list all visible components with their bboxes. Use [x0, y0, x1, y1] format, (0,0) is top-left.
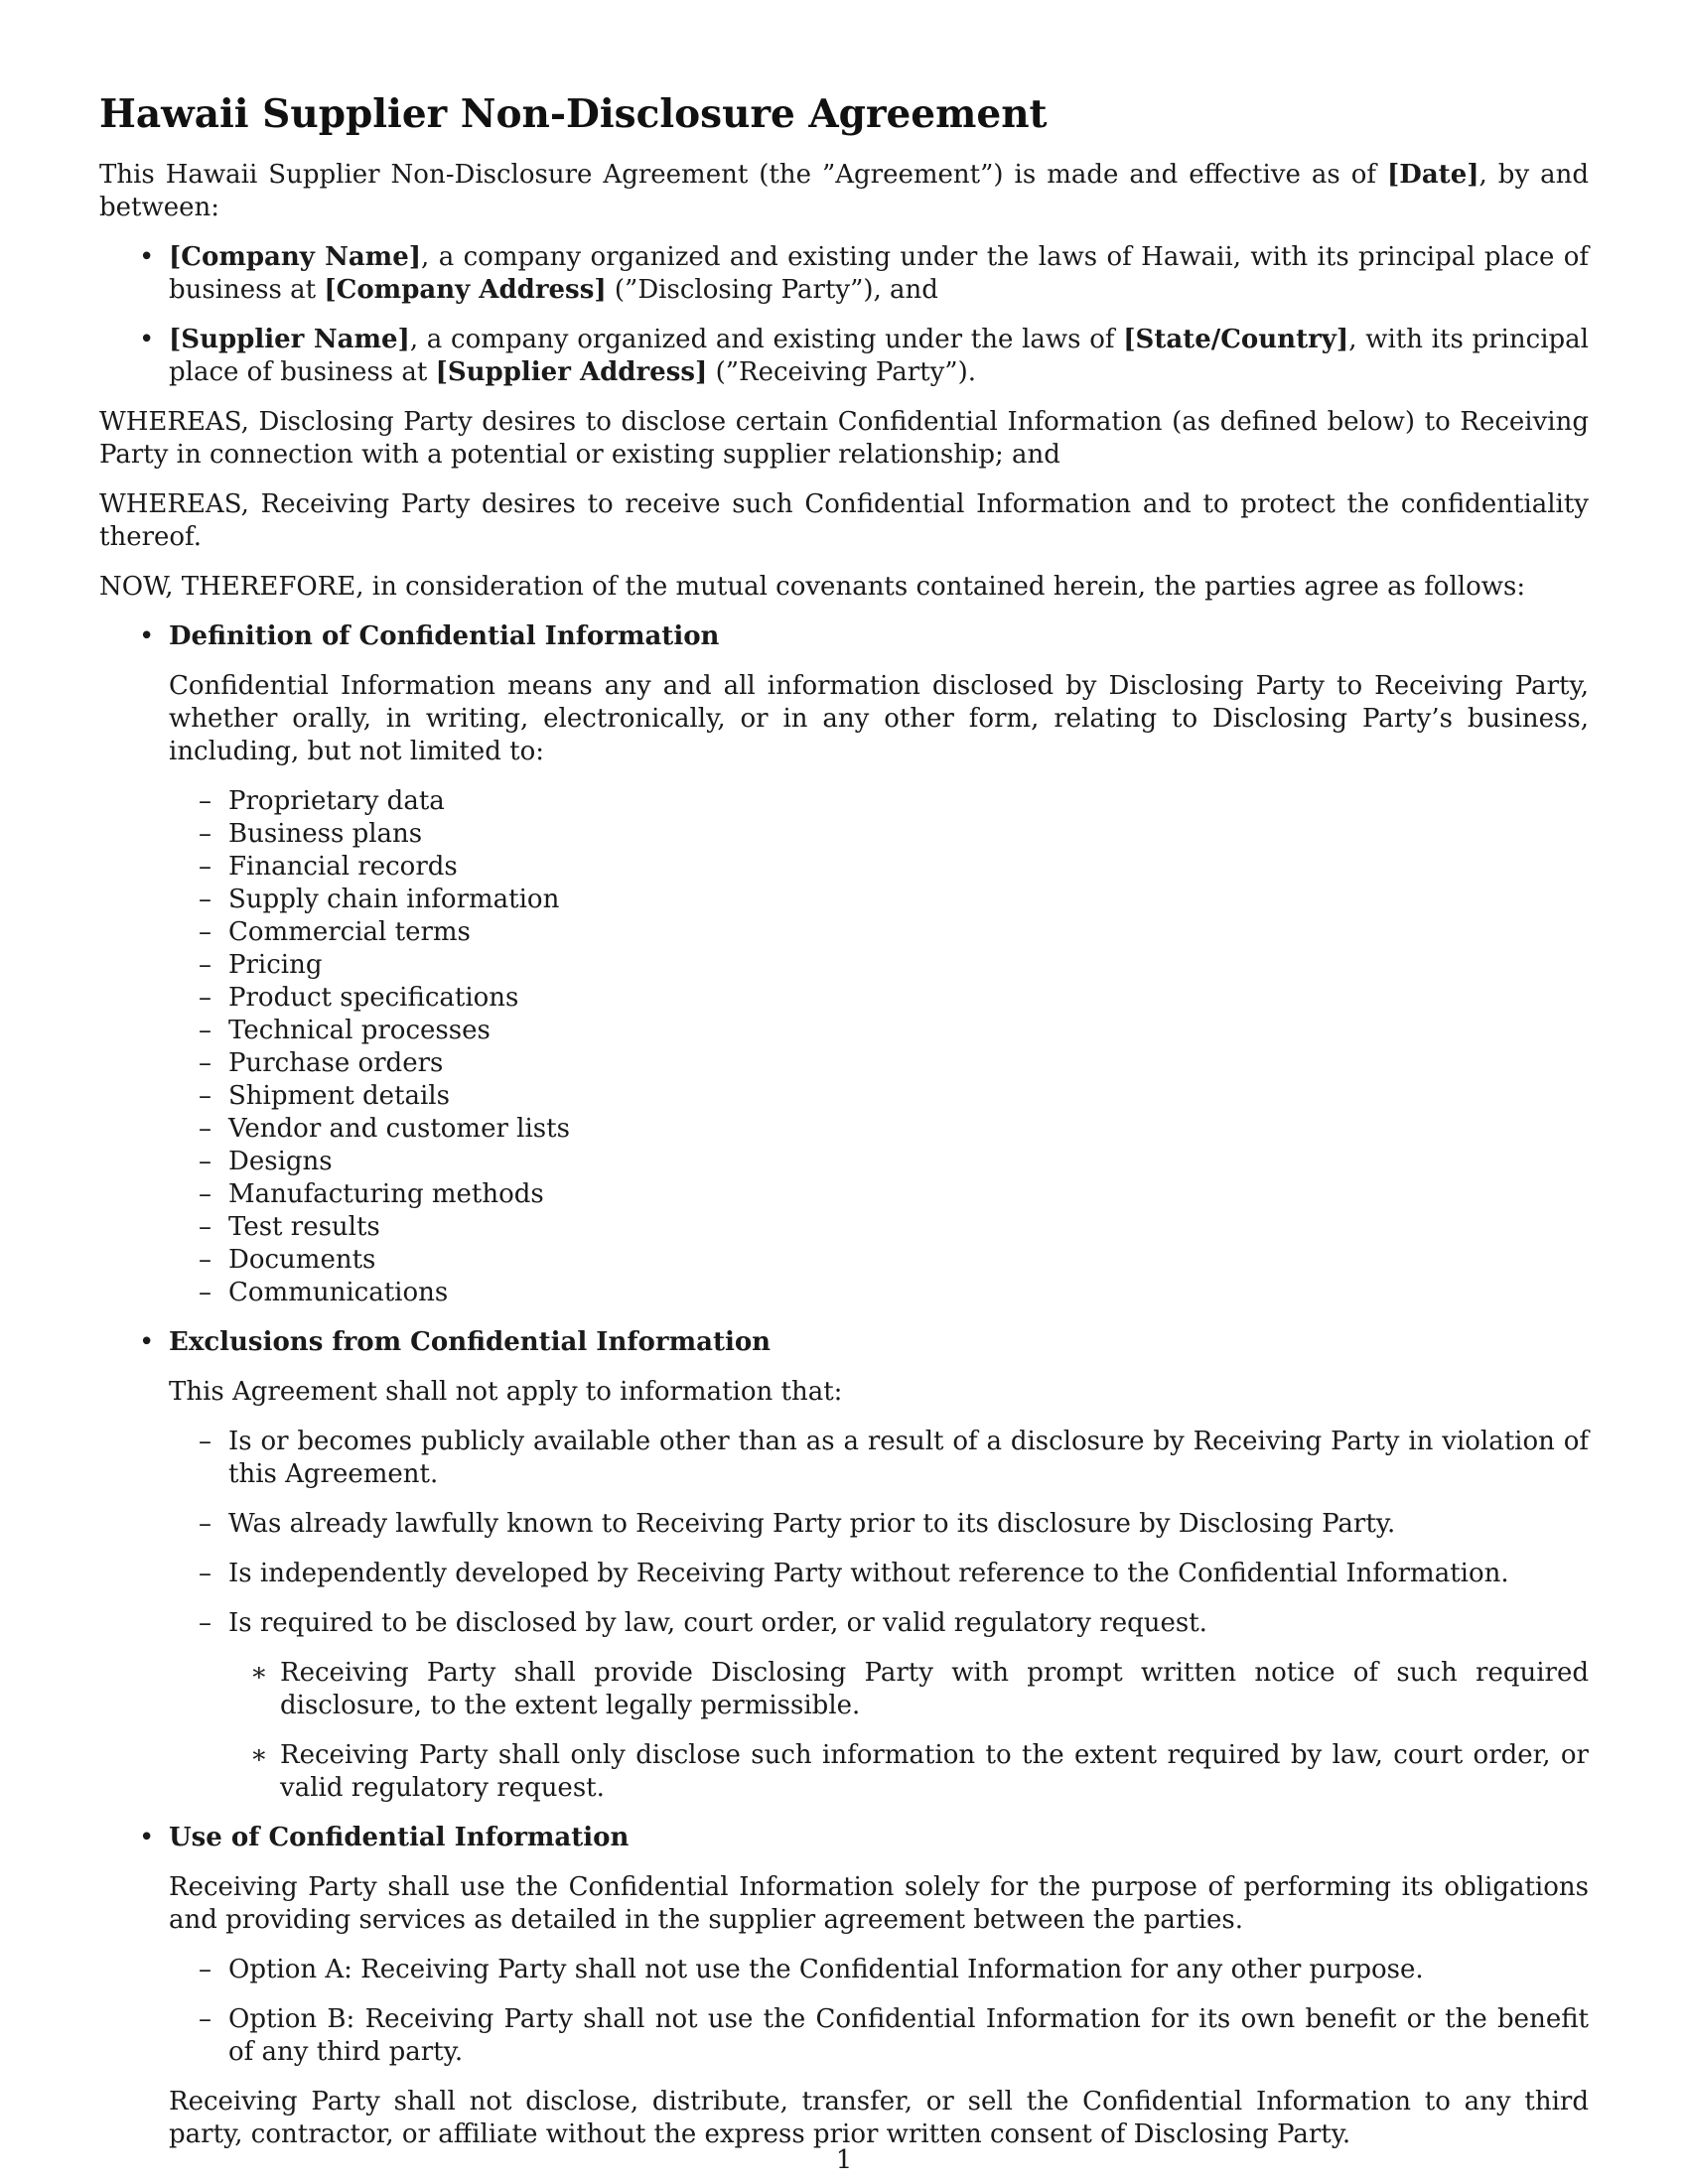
list-item: – Pricing — [169, 949, 1589, 982]
document-body — [99, 91, 1589, 2168]
list-item: – Technical processes — [169, 1015, 1589, 1047]
list-item: – Option B: Receiving Party shall not use the Confidential Information for its own benefit or the benefit of any third party. — [169, 2003, 1589, 2069]
intro-paragraph — [99, 159, 1589, 224]
party-receiving — [99, 324, 1589, 389]
list-item: – Proprietary data — [169, 785, 1589, 818]
list-item: – Documents — [169, 1244, 1589, 1277]
party-text: , a company organized and existing under the laws of — [409, 325, 1124, 354]
section-title: • Use of Confidential Information — [169, 1823, 630, 1852]
recital-1: WHEREAS, Disclosing Party desires to disclose certain Confidential Information (as defined below) to Receiving Party in connection with a potential or existing supplier relationship; and — [99, 407, 1589, 470]
intro-prefix: This Hawaii Supplier Non-Disclosure Agreement (the ”Agreement”) is made and effective as of — [99, 160, 1387, 190]
supplier-address-placeholder: [Supplier Address] — [435, 357, 708, 387]
list-item: – Business plans — [169, 818, 1589, 851]
party-text: (”Disclosing Party”), and — [606, 275, 938, 305]
sections-list — [99, 620, 1589, 2151]
recital-2: WHEREAS, Receiving Party desires to receive such Confidential Information and to protect the confidentiality thereof. — [99, 489, 1589, 552]
list-item — [169, 1607, 1589, 1805]
list-item: – Is or becomes publicly available other than as a result of a disclosure by Receiving Party in violation of this Agreement. — [169, 1426, 1589, 1491]
list-item: – Was already lawfully known to Receiving Party prior to its disclosure by Disclosing Party. — [169, 1508, 1589, 1541]
section-use — [99, 1822, 1589, 2151]
confidential-items-list — [169, 785, 1589, 1309]
section-text: Confidential Information means any and all information disclosed by Disclosing Party to Receiving Party, whether orally, in writing, electronically, or in any other form, relating to Disclosing Party’s business, including, but not limited to: — [169, 671, 1589, 766]
section-title: • Exclusions from Confidential Information — [169, 1327, 772, 1357]
party-text: , with its principal place of business at — [169, 325, 1589, 387]
recital-now-therefore: NOW, THEREFORE, in consideration of the mutual covenants contained herein, the parties agree as follows: — [99, 572, 1526, 602]
sub-list-item: ∗ Receiving Party shall only disclose such information to the extent required by law, court order, or valid regulatory request. — [228, 1739, 1589, 1805]
list-item: – Option A: Receiving Party shall not use the Confidential Information for any other purpose. — [169, 1954, 1589, 1986]
list-item: – Purchase orders — [169, 1047, 1589, 1080]
section-exclusions — [99, 1326, 1589, 1805]
list-item: – Supply chain information — [169, 884, 1589, 916]
list-item: – Designs — [169, 1146, 1589, 1178]
section-definition — [99, 620, 1589, 1309]
supplier-name-placeholder: [Supplier Name] — [169, 325, 410, 354]
list-item-text: Is required to be disclosed by law, court order, or valid regulatory request. — [228, 1608, 1207, 1638]
party-text: , a company organized and existing under the laws of Hawaii, with its principal place of business at — [169, 242, 1589, 305]
list-item: – Product specifications — [169, 982, 1589, 1015]
list-item: – Communications — [169, 1277, 1589, 1309]
parties-list — [99, 241, 1589, 389]
section-closing-text: Receiving Party shall not disclose, distribute, transfer, or sell the Confidential Information to any third party, contractor, or affiliate without the express prior written consent of Disclosing Party. — [169, 2087, 1589, 2149]
use-options-list — [169, 1954, 1589, 2069]
list-item: – Is independently developed by Receiving Party without reference to the Confidential Information. — [169, 1558, 1589, 1590]
intro-suffix: , by and between: — [99, 160, 1590, 222]
list-item: – Vendor and customer lists — [169, 1113, 1589, 1146]
party-disclosing — [99, 241, 1589, 307]
state-country-placeholder: [State/Country] — [1123, 325, 1349, 354]
section-text: This Agreement shall not apply to information that: — [169, 1377, 843, 1407]
list-item: – Shipment details — [169, 1080, 1589, 1113]
party-text: (”Receiving Party”). — [707, 357, 976, 387]
section-title: • Definition of Confidential Information — [169, 621, 720, 651]
sub-list-item: ∗ Receiving Party shall provide Disclosing Party with prompt written notice of such required disclosure, to the extent legally permissible. — [228, 1657, 1589, 1722]
section-text: Receiving Party shall use the Confidential Information solely for the purpose of performing its obligations and providing services as detailed in the supplier agreement between the parties. — [169, 1872, 1589, 1935]
document-title: Hawaii Supplier Non-Disclosure Agreement — [99, 91, 1048, 137]
exclusions-list — [169, 1426, 1589, 1805]
page-number: 1 — [835, 2145, 853, 2175]
list-item: – Test results — [169, 1211, 1589, 1244]
company-address-placeholder: [Company Address] — [324, 275, 607, 305]
list-item: – Financial records — [169, 851, 1589, 884]
required-disclosure-sublist — [228, 1657, 1589, 1805]
company-name-placeholder: [Company Name] — [169, 242, 422, 272]
list-item: – Manufacturing methods — [169, 1178, 1589, 1211]
list-item: – Commercial terms — [169, 916, 1589, 949]
date-placeholder: [Date] — [1386, 160, 1479, 190]
